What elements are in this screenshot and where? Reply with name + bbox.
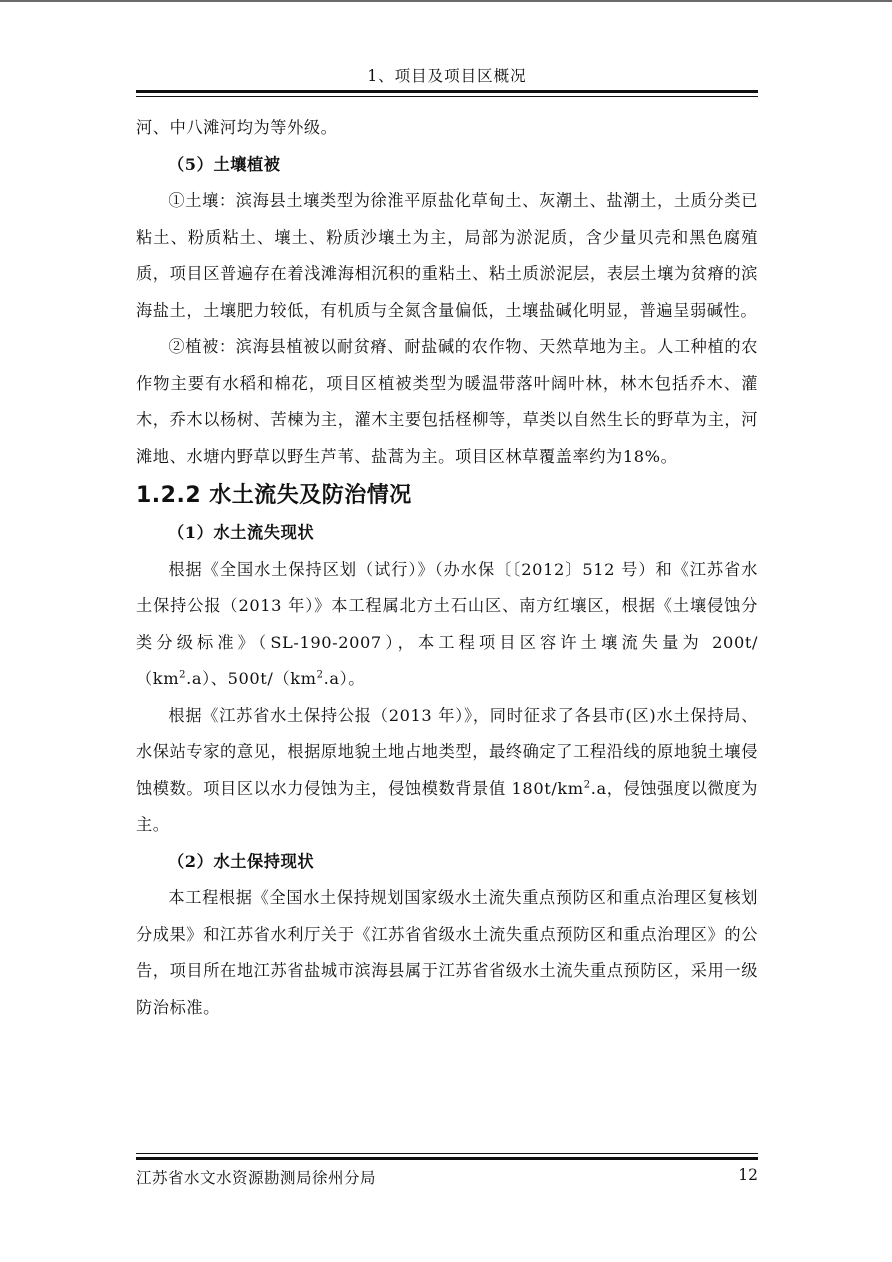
section-heading-erosion: 1.2.2 水土流失及防治情况: [136, 483, 412, 508]
erosion-p1-text-a: 根据《全国水土保持区划（试行）》（办水保〔〔2012〕512 号）和《江苏省水土保持公报（2013 年）》本工程属北方土石山区、南方红壤区，根据《土壤侵蚀分类分级标准》（SL-190-2007），本工程项目区容许土壤流失量为 200t/（km: [136, 559, 758, 688]
erosion-p2-text-b: .a，侵蚀强度以微度为主。: [136, 778, 758, 834]
running-header-title: 1、项目及项目区概况: [367, 67, 527, 85]
header-rule-thick: [136, 90, 758, 93]
conservation-paragraph: 本工程根据《全国水土保持规划国家级水土流失重点预防区和重点治理区复核划分成果》和江苏省水利厅关于《江苏省省级水土流失重点预防区和重点治理区》的公告，项目所在地江苏省盐城市滨海县属于江苏省省级水土流失重点预防区，采用一级防治标准。: [136, 888, 758, 1017]
vegetation-paragraph: ②植被：滨海县植被以耐贫瘠、耐盐碱的农作物、天然草地为主。人工种植的农作物主要有水稻和棉花，项目区植被类型为暖温带落叶阔叶林，林木包括乔木、灌木，乔木以杨树、苦楝为主，灌木主要包括柽柳等，草类以自然生长的野草为主，河滩地、水塘内野草以野生芦苇、盐蒿为主。项目区林草覆盖率约为18%。: [136, 337, 758, 466]
erosion-p1-text-c: .a）。: [323, 669, 366, 688]
subheading-soil-vegetation: （5）土壤植被: [168, 154, 281, 174]
superscript-2: 2: [179, 669, 187, 681]
page-number: 12: [738, 1166, 758, 1184]
header-rule-thin: [136, 96, 758, 97]
erosion-p1-text-b: .a）、500t/（km: [186, 669, 317, 688]
soil-paragraph: ①土壤：滨海县土壤类型为徐淮平原盐化草甸土、灰潮土、盐潮土，土质分类已粘土、粉质粘土、壤土、粉质沙壤土为主，局部为淤泥质，含少量贝壳和黑色腐殖质，项目区普遍存在着浅滩海相沉积的重粘土、粘土质淤泥层，表层土壤为贫瘠的滨海盐土，土壤肥力较低，有机质与全氮含量偏低，土壤盐碱化明显，普遍呈弱碱性。: [136, 191, 758, 320]
page-body: [136, 110, 758, 1026]
footer-organization: 江苏省水文水资源勘测局徐州分局: [136, 1169, 377, 1187]
subheading-erosion-status: （1）水土流失现状: [168, 523, 315, 542]
erosion-paragraph-2: [136, 698, 758, 844]
subheading-conservation-status: （2）水土保持现状: [168, 851, 315, 871]
page-top-border: [0, 0, 892, 2]
continued-paragraph: 河、中八滩河均为等外级。: [136, 118, 338, 137]
superscript-2: 2: [583, 779, 591, 791]
superscript-2: 2: [316, 669, 324, 681]
footer-rule-thick: [136, 1157, 758, 1160]
erosion-paragraph-1: [136, 552, 758, 698]
footer-rule-thin: [136, 1153, 758, 1154]
erosion-p2-text-a: 根据《江苏省水土保持公报（2013 年）》，同时征求了各县市(区)水土保持局、水保站专家的意见，根据原地貌土地占地类型，最终确定了工程沿线的原地貌土壤侵蚀模数。项目区以水力侵蚀为主，侵蚀模数背景值 180t/km: [136, 705, 758, 798]
